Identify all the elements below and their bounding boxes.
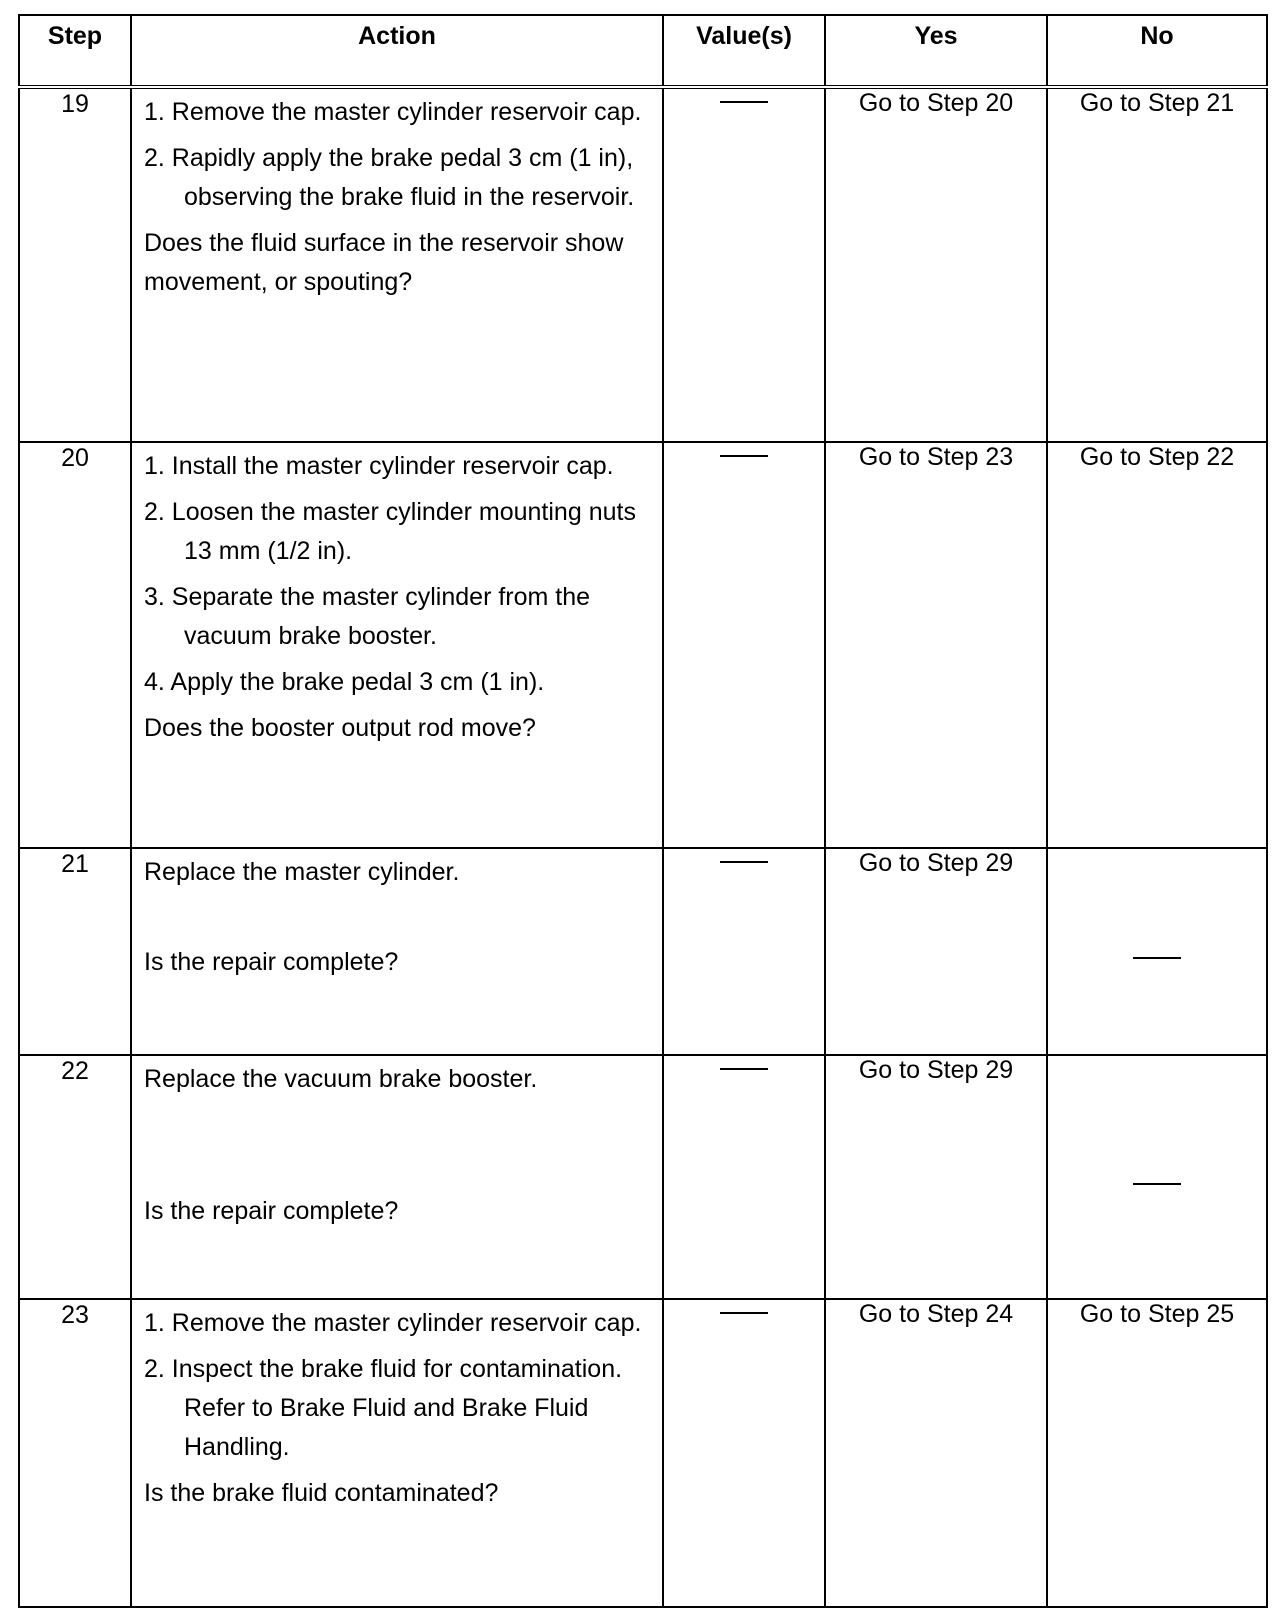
value-cell	[663, 442, 825, 848]
action-item: 1. Remove the master cylinder reservoir cap.	[144, 1309, 642, 1337]
step-number: 21	[19, 848, 131, 1055]
table-row	[19, 1299, 1267, 1607]
no-dash	[1133, 957, 1181, 959]
value-dash	[720, 861, 768, 863]
action-list	[144, 853, 652, 892]
action-cell	[131, 1299, 663, 1607]
action-item: Replace the vacuum brake booster.	[144, 1065, 538, 1093]
step-number: 23	[19, 1299, 131, 1607]
action-list	[144, 1060, 652, 1099]
action-item: Replace the master cylinder.	[144, 858, 460, 886]
value-cell	[663, 87, 825, 442]
step-number: 19	[19, 87, 131, 442]
no-cell	[1047, 1055, 1267, 1299]
step-number: 22	[19, 1055, 131, 1299]
action-item: 2. Loosen the master cylinder mounting nuts 13 mm (1/2 in).	[144, 498, 636, 565]
action-list	[144, 1304, 652, 1467]
table-row	[19, 848, 1267, 1055]
action-cell	[131, 848, 663, 1055]
action-item: 2. Inspect the brake fluid for contamination. Refer to Brake Fluid and Brake Fluid Handling.	[144, 1355, 623, 1461]
value-cell	[663, 1299, 825, 1607]
value-dash	[720, 455, 768, 457]
diagnostic-table	[18, 14, 1268, 1608]
header-action: Action	[131, 15, 663, 87]
step-number: 20	[19, 442, 131, 848]
header-no: No	[1047, 15, 1267, 87]
no-dash	[1133, 1183, 1181, 1185]
yes-result: Go to Step 29	[825, 1055, 1047, 1299]
action-item: 1. Remove the master cylinder reservoir cap.	[144, 98, 642, 126]
action-list	[144, 93, 652, 217]
header-row	[19, 15, 1267, 87]
action-question: Is the repair complete?	[144, 948, 399, 976]
spacer	[144, 1106, 652, 1192]
action-question: Is the repair complete?	[144, 1197, 399, 1225]
table-row	[19, 1055, 1267, 1299]
action-item: 2. Rapidly apply the brake pedal 3 cm (1 in), observing the brake fluid in the reservoir.	[144, 144, 635, 211]
table-row	[19, 442, 1267, 848]
value-dash	[720, 101, 768, 103]
no-result: Go to Step 22	[1047, 442, 1267, 848]
value-cell	[663, 848, 825, 1055]
value-dash	[720, 1312, 768, 1314]
action-question: Does the fluid surface in the reservoir show movement, or spouting?	[144, 229, 624, 296]
action-question: Does the booster output rod move?	[144, 714, 536, 742]
yes-result: Go to Step 24	[825, 1299, 1047, 1607]
header-step: Step	[19, 15, 131, 87]
action-item: 4. Apply the brake pedal 3 cm (1 in).	[144, 668, 545, 696]
action-list	[144, 447, 652, 702]
value-dash	[720, 1068, 768, 1070]
spacer	[144, 899, 652, 943]
no-result: Go to Step 21	[1047, 87, 1267, 442]
action-cell	[131, 87, 663, 442]
no-cell	[1047, 848, 1267, 1055]
no-result: Go to Step 25	[1047, 1299, 1267, 1607]
action-item: 3. Separate the master cylinder from the vacuum brake booster.	[144, 583, 591, 650]
action-cell	[131, 1055, 663, 1299]
yes-result: Go to Step 23	[825, 442, 1047, 848]
table-row	[19, 87, 1267, 442]
header-values: Value(s)	[663, 15, 825, 87]
action-item: 1. Install the master cylinder reservoir cap.	[144, 452, 614, 480]
yes-result: Go to Step 29	[825, 848, 1047, 1055]
action-question: Is the brake fluid contaminated?	[144, 1479, 499, 1507]
yes-result: Go to Step 20	[825, 87, 1047, 442]
action-cell	[131, 442, 663, 848]
header-yes: Yes	[825, 15, 1047, 87]
value-cell	[663, 1055, 825, 1299]
